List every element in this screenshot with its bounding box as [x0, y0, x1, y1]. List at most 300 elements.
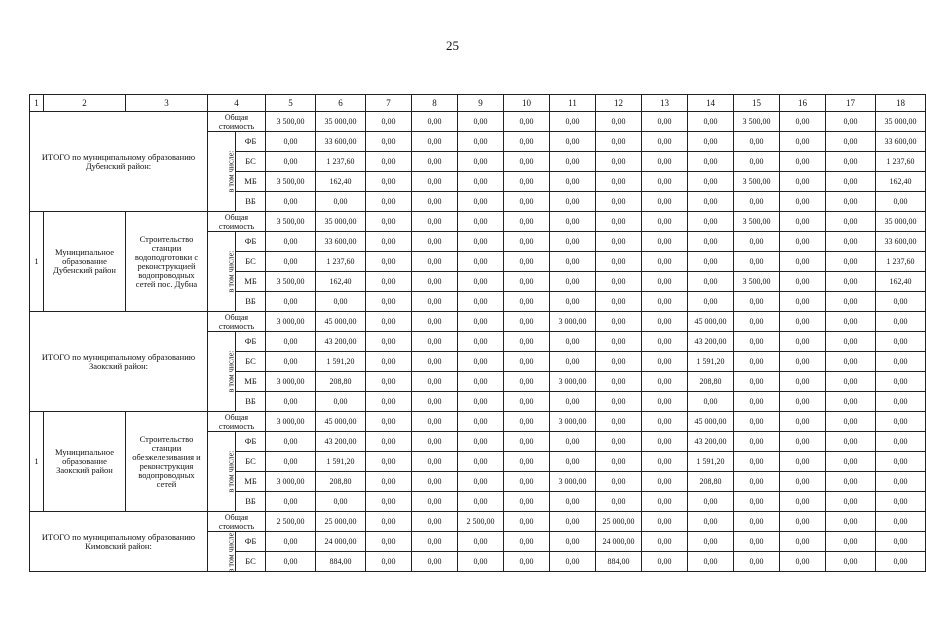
- value-cell: 0,00: [504, 432, 550, 452]
- value-cell: 0,00: [826, 172, 876, 192]
- value-cell: 0,00: [366, 252, 412, 272]
- value-cell: 0,00: [266, 352, 316, 372]
- value-cell: 0,00: [780, 212, 826, 232]
- value-cell: 0,00: [504, 492, 550, 512]
- value-cell: 0,00: [734, 492, 780, 512]
- value-cell: 0,00: [826, 212, 876, 232]
- value-cell: 0,00: [412, 452, 458, 472]
- value-cell: 0,00: [780, 372, 826, 392]
- value-cell: 35 000,00: [876, 212, 926, 232]
- total-label: ИТОГО по муниципальному образованию Дубенский район:: [30, 112, 208, 212]
- value-cell: 0,00: [504, 552, 550, 572]
- general-cost-label: Общая стоимость: [208, 212, 266, 232]
- value-cell: 0,00: [642, 452, 688, 472]
- value-cell: 0,00: [266, 152, 316, 172]
- value-cell: 0,00: [458, 212, 504, 232]
- value-cell: 0,00: [596, 132, 642, 152]
- value-cell: 0,00: [550, 532, 596, 552]
- value-cell: 0,00: [642, 532, 688, 552]
- value-cell: 0,00: [458, 332, 504, 352]
- value-cell: 0,00: [550, 552, 596, 572]
- value-cell: 0,00: [504, 292, 550, 312]
- value-cell: 0,00: [596, 312, 642, 332]
- value-cell: 0,00: [876, 292, 926, 312]
- value-cell: 0,00: [596, 292, 642, 312]
- column-header: 18: [876, 95, 926, 112]
- value-cell: 0,00: [596, 372, 642, 392]
- column-header: 17: [826, 95, 876, 112]
- general-cost-label: Общая стоимость: [208, 412, 266, 432]
- value-cell: 2 500,00: [266, 512, 316, 532]
- value-cell: 0,00: [876, 452, 926, 472]
- general-cost-label: Общая стоимость: [208, 112, 266, 132]
- value-cell: 0,00: [458, 152, 504, 172]
- value-cell: 0,00: [596, 212, 642, 232]
- value-cell: 0,00: [780, 492, 826, 512]
- value-cell: 0,00: [876, 372, 926, 392]
- value-cell: 0,00: [642, 272, 688, 292]
- value-cell: 0,00: [780, 392, 826, 412]
- source-label: ФБ: [236, 432, 266, 452]
- value-cell: 0,00: [688, 152, 734, 172]
- value-cell: 0,00: [366, 172, 412, 192]
- value-cell: 0,00: [266, 492, 316, 512]
- general-cost-label: Общая стоимость: [208, 512, 266, 532]
- source-label: ФБ: [236, 232, 266, 252]
- value-cell: 0,00: [826, 392, 876, 412]
- table-row: [30, 512, 926, 532]
- value-cell: 208,80: [688, 472, 734, 492]
- including-label: в том числе:: [226, 350, 236, 393]
- table-body: [30, 95, 926, 572]
- value-cell: 0,00: [642, 112, 688, 132]
- value-cell: 0,00: [780, 312, 826, 332]
- column-header: 16: [780, 95, 826, 112]
- value-cell: 0,00: [642, 232, 688, 252]
- source-label: БС: [236, 252, 266, 272]
- value-cell: 0,00: [458, 292, 504, 312]
- value-cell: 0,00: [876, 492, 926, 512]
- value-cell: 3 500,00: [266, 112, 316, 132]
- including-label-cell: [208, 532, 236, 572]
- value-cell: 0,00: [826, 512, 876, 532]
- value-cell: 0,00: [826, 252, 876, 272]
- value-cell: 0,00: [412, 552, 458, 572]
- value-cell: 0,00: [316, 392, 366, 412]
- value-cell: 45 000,00: [688, 412, 734, 432]
- value-cell: 35 000,00: [316, 212, 366, 232]
- value-cell: 0,00: [826, 132, 876, 152]
- value-cell: 0,00: [642, 152, 688, 172]
- value-cell: 0,00: [366, 272, 412, 292]
- value-cell: 0,00: [458, 472, 504, 492]
- value-cell: 24 000,00: [316, 532, 366, 552]
- source-label: БС: [236, 152, 266, 172]
- value-cell: 0,00: [504, 192, 550, 212]
- value-cell: 0,00: [876, 412, 926, 432]
- value-cell: 0,00: [734, 292, 780, 312]
- value-cell: 0,00: [734, 372, 780, 392]
- value-cell: 0,00: [366, 492, 412, 512]
- column-header: 7: [366, 95, 412, 112]
- value-cell: 0,00: [550, 192, 596, 212]
- value-cell: 0,00: [780, 352, 826, 372]
- value-cell: 33 600,00: [316, 232, 366, 252]
- budget-table: [29, 94, 926, 572]
- value-cell: 0,00: [550, 112, 596, 132]
- value-cell: 0,00: [780, 192, 826, 212]
- value-cell: 24 000,00: [596, 532, 642, 552]
- value-cell: 0,00: [596, 392, 642, 412]
- column-header: 13: [642, 95, 688, 112]
- column-header: 9: [458, 95, 504, 112]
- value-cell: 0,00: [550, 512, 596, 532]
- value-cell: 0,00: [688, 392, 734, 412]
- general-cost-label: Общая стоимость: [208, 312, 266, 332]
- value-cell: 0,00: [780, 132, 826, 152]
- value-cell: 0,00: [504, 392, 550, 412]
- column-header: 4: [208, 95, 266, 112]
- value-cell: 0,00: [366, 292, 412, 312]
- value-cell: 0,00: [826, 112, 876, 132]
- source-label: ФБ: [236, 132, 266, 152]
- total-label: ИТОГО по муниципальному образованию Заокский район:: [30, 312, 208, 412]
- value-cell: 3 000,00: [266, 472, 316, 492]
- value-cell: 0,00: [266, 332, 316, 352]
- value-cell: 0,00: [458, 352, 504, 372]
- source-label: ВБ: [236, 392, 266, 412]
- value-cell: 0,00: [504, 352, 550, 372]
- value-cell: 0,00: [734, 432, 780, 452]
- value-cell: 0,00: [504, 472, 550, 492]
- value-cell: 0,00: [734, 252, 780, 272]
- value-cell: 0,00: [688, 252, 734, 272]
- value-cell: 162,40: [316, 272, 366, 292]
- value-cell: 0,00: [458, 112, 504, 132]
- value-cell: 0,00: [826, 372, 876, 392]
- value-cell: 0,00: [266, 432, 316, 452]
- value-cell: 0,00: [458, 492, 504, 512]
- source-label: ФБ: [236, 332, 266, 352]
- table-row: [30, 312, 926, 332]
- value-cell: 33 600,00: [876, 232, 926, 252]
- value-cell: 0,00: [412, 232, 458, 252]
- value-cell: 0,00: [550, 232, 596, 252]
- value-cell: 0,00: [504, 312, 550, 332]
- value-cell: 0,00: [642, 132, 688, 152]
- value-cell: 0,00: [412, 252, 458, 272]
- value-cell: 0,00: [550, 272, 596, 292]
- value-cell: 2 500,00: [458, 512, 504, 532]
- value-cell: 0,00: [642, 352, 688, 372]
- value-cell: 0,00: [412, 332, 458, 352]
- value-cell: 0,00: [734, 332, 780, 352]
- value-cell: 0,00: [412, 152, 458, 172]
- value-cell: 162,40: [876, 272, 926, 292]
- value-cell: 0,00: [550, 132, 596, 152]
- value-cell: 0,00: [458, 372, 504, 392]
- value-cell: 3 500,00: [734, 112, 780, 132]
- value-cell: 162,40: [876, 172, 926, 192]
- value-cell: 0,00: [642, 472, 688, 492]
- value-cell: 0,00: [688, 492, 734, 512]
- value-cell: 0,00: [642, 212, 688, 232]
- value-cell: 0,00: [458, 132, 504, 152]
- value-cell: 0,00: [550, 172, 596, 192]
- value-cell: 0,00: [780, 412, 826, 432]
- value-cell: 0,00: [642, 372, 688, 392]
- value-cell: 1 591,20: [316, 452, 366, 472]
- value-cell: 0,00: [412, 412, 458, 432]
- value-cell: 0,00: [734, 192, 780, 212]
- value-cell: 0,00: [780, 512, 826, 532]
- value-cell: 0,00: [642, 392, 688, 412]
- source-label: ВБ: [236, 192, 266, 212]
- value-cell: 0,00: [734, 512, 780, 532]
- including-label: в том числе:: [226, 530, 236, 573]
- value-cell: 0,00: [366, 552, 412, 572]
- value-cell: 0,00: [412, 432, 458, 452]
- value-cell: 0,00: [366, 332, 412, 352]
- value-cell: 1 237,60: [316, 152, 366, 172]
- value-cell: 0,00: [458, 432, 504, 452]
- value-cell: 0,00: [366, 452, 412, 472]
- municipality-name: Муниципальное образование Заокский район: [44, 412, 126, 512]
- value-cell: 0,00: [366, 352, 412, 372]
- value-cell: 0,00: [550, 432, 596, 452]
- value-cell: 33 600,00: [316, 132, 366, 152]
- value-cell: 0,00: [266, 392, 316, 412]
- value-cell: 0,00: [826, 232, 876, 252]
- column-header: 1: [30, 95, 44, 112]
- value-cell: 0,00: [734, 472, 780, 492]
- value-cell: 0,00: [876, 312, 926, 332]
- source-label: МБ: [236, 472, 266, 492]
- value-cell: 0,00: [366, 392, 412, 412]
- column-header: 12: [596, 95, 642, 112]
- value-cell: 0,00: [826, 492, 876, 512]
- value-cell: 0,00: [412, 212, 458, 232]
- value-cell: 0,00: [458, 452, 504, 472]
- value-cell: 43 200,00: [316, 432, 366, 452]
- value-cell: 0,00: [504, 532, 550, 552]
- page-number: 25: [446, 38, 459, 53]
- value-cell: 0,00: [596, 112, 642, 132]
- value-cell: 3 000,00: [266, 312, 316, 332]
- value-cell: 3 000,00: [550, 312, 596, 332]
- value-cell: 0,00: [642, 192, 688, 212]
- value-cell: 0,00: [412, 512, 458, 532]
- value-cell: 0,00: [876, 432, 926, 452]
- table-row: [30, 112, 926, 132]
- value-cell: 0,00: [366, 132, 412, 152]
- value-cell: 0,00: [780, 232, 826, 252]
- value-cell: 0,00: [876, 472, 926, 492]
- value-cell: 0,00: [366, 192, 412, 212]
- value-cell: 0,00: [412, 472, 458, 492]
- value-cell: 0,00: [826, 332, 876, 352]
- value-cell: 0,00: [876, 532, 926, 552]
- source-label: БС: [236, 452, 266, 472]
- value-cell: 0,00: [642, 172, 688, 192]
- column-header: 15: [734, 95, 780, 112]
- value-cell: 35 000,00: [316, 112, 366, 132]
- value-cell: 0,00: [596, 252, 642, 272]
- value-cell: 0,00: [550, 292, 596, 312]
- value-cell: 1 237,60: [876, 152, 926, 172]
- including-label-cell: [208, 132, 236, 212]
- value-cell: 0,00: [688, 232, 734, 252]
- value-cell: 0,00: [504, 372, 550, 392]
- including-label: в том числе:: [226, 150, 236, 193]
- value-cell: 0,00: [412, 392, 458, 412]
- value-cell: 0,00: [504, 512, 550, 532]
- value-cell: 0,00: [504, 452, 550, 472]
- value-cell: 1 237,60: [316, 252, 366, 272]
- value-cell: 0,00: [826, 472, 876, 492]
- value-cell: 0,00: [266, 292, 316, 312]
- value-cell: 45 000,00: [316, 312, 366, 332]
- value-cell: 0,00: [734, 132, 780, 152]
- value-cell: 0,00: [504, 252, 550, 272]
- value-cell: 0,00: [458, 172, 504, 192]
- column-header: 3: [126, 95, 208, 112]
- value-cell: 0,00: [366, 512, 412, 532]
- value-cell: 0,00: [596, 352, 642, 372]
- value-cell: 0,00: [642, 492, 688, 512]
- value-cell: 3 500,00: [266, 212, 316, 232]
- value-cell: 3 000,00: [266, 372, 316, 392]
- value-cell: 33 600,00: [876, 132, 926, 152]
- source-label: МБ: [236, 172, 266, 192]
- value-cell: 0,00: [780, 432, 826, 452]
- value-cell: 0,00: [412, 132, 458, 152]
- value-cell: 25 000,00: [316, 512, 366, 532]
- value-cell: 0,00: [642, 512, 688, 532]
- value-cell: 0,00: [412, 112, 458, 132]
- row-number: 1: [30, 212, 44, 312]
- value-cell: 0,00: [366, 412, 412, 432]
- source-label: ФБ: [236, 532, 266, 552]
- value-cell: 0,00: [826, 312, 876, 332]
- value-cell: 0,00: [266, 252, 316, 272]
- value-cell: 0,00: [596, 152, 642, 172]
- value-cell: 0,00: [366, 232, 412, 252]
- value-cell: 0,00: [688, 112, 734, 132]
- municipality-name: Муниципальное образование Дубенский район: [44, 212, 126, 312]
- value-cell: 0,00: [596, 492, 642, 512]
- value-cell: 0,00: [734, 312, 780, 332]
- value-cell: 0,00: [266, 532, 316, 552]
- value-cell: 0,00: [366, 532, 412, 552]
- value-cell: 0,00: [266, 192, 316, 212]
- value-cell: 0,00: [366, 112, 412, 132]
- value-cell: 0,00: [826, 532, 876, 552]
- value-cell: 0,00: [642, 292, 688, 312]
- column-header: 6: [316, 95, 366, 112]
- value-cell: 3 000,00: [550, 372, 596, 392]
- value-cell: 0,00: [458, 532, 504, 552]
- value-cell: 43 200,00: [316, 332, 366, 352]
- value-cell: 0,00: [826, 352, 876, 372]
- value-cell: 208,80: [316, 372, 366, 392]
- value-cell: 0,00: [780, 552, 826, 572]
- value-cell: 0,00: [412, 492, 458, 512]
- value-cell: 0,00: [876, 352, 926, 372]
- value-cell: 0,00: [412, 172, 458, 192]
- value-cell: 0,00: [596, 432, 642, 452]
- value-cell: 3 500,00: [734, 272, 780, 292]
- value-cell: 0,00: [412, 352, 458, 372]
- value-cell: 0,00: [642, 252, 688, 272]
- value-cell: 1 591,20: [316, 352, 366, 372]
- value-cell: 0,00: [366, 472, 412, 492]
- value-cell: 0,00: [596, 192, 642, 212]
- column-header: 2: [44, 95, 126, 112]
- value-cell: 0,00: [596, 412, 642, 432]
- value-cell: 0,00: [504, 112, 550, 132]
- value-cell: 0,00: [826, 192, 876, 212]
- value-cell: 0,00: [780, 472, 826, 492]
- project-name: Строительство станции водоподготовки с реконструкцией водопроводных сетей пос. Дубна: [126, 212, 208, 312]
- value-cell: 0,00: [316, 492, 366, 512]
- value-cell: 0,00: [734, 552, 780, 572]
- value-cell: 0,00: [780, 252, 826, 272]
- value-cell: 0,00: [316, 192, 366, 212]
- value-cell: 0,00: [734, 392, 780, 412]
- value-cell: 0,00: [412, 192, 458, 212]
- value-cell: 0,00: [734, 152, 780, 172]
- value-cell: 884,00: [316, 552, 366, 572]
- value-cell: 0,00: [780, 152, 826, 172]
- value-cell: 0,00: [688, 532, 734, 552]
- table-row: [30, 212, 926, 232]
- project-name: Строительство станции обезжелезивания и реконструкция водопроводных сетей: [126, 412, 208, 512]
- value-cell: 0,00: [826, 272, 876, 292]
- value-cell: 0,00: [550, 492, 596, 512]
- column-header: 5: [266, 95, 316, 112]
- value-cell: 0,00: [412, 272, 458, 292]
- value-cell: 45 000,00: [316, 412, 366, 432]
- value-cell: 0,00: [266, 552, 316, 572]
- value-cell: 0,00: [688, 132, 734, 152]
- value-cell: 0,00: [734, 232, 780, 252]
- value-cell: 0,00: [642, 552, 688, 572]
- value-cell: 43 200,00: [688, 332, 734, 352]
- value-cell: 0,00: [876, 192, 926, 212]
- value-cell: 0,00: [780, 112, 826, 132]
- value-cell: 0,00: [596, 472, 642, 492]
- header-row: [30, 95, 926, 112]
- value-cell: 0,00: [734, 352, 780, 372]
- value-cell: 0,00: [550, 332, 596, 352]
- value-cell: 208,80: [688, 372, 734, 392]
- value-cell: 0,00: [826, 552, 876, 572]
- value-cell: 0,00: [550, 352, 596, 372]
- column-header: 11: [550, 95, 596, 112]
- value-cell: 0,00: [266, 132, 316, 152]
- value-cell: 0,00: [458, 412, 504, 432]
- value-cell: 0,00: [642, 332, 688, 352]
- value-cell: 0,00: [642, 312, 688, 332]
- value-cell: 0,00: [266, 232, 316, 252]
- value-cell: 0,00: [458, 272, 504, 292]
- value-cell: 0,00: [366, 432, 412, 452]
- value-cell: 0,00: [826, 412, 876, 432]
- value-cell: 0,00: [780, 332, 826, 352]
- value-cell: 25 000,00: [596, 512, 642, 532]
- value-cell: 1 591,20: [688, 452, 734, 472]
